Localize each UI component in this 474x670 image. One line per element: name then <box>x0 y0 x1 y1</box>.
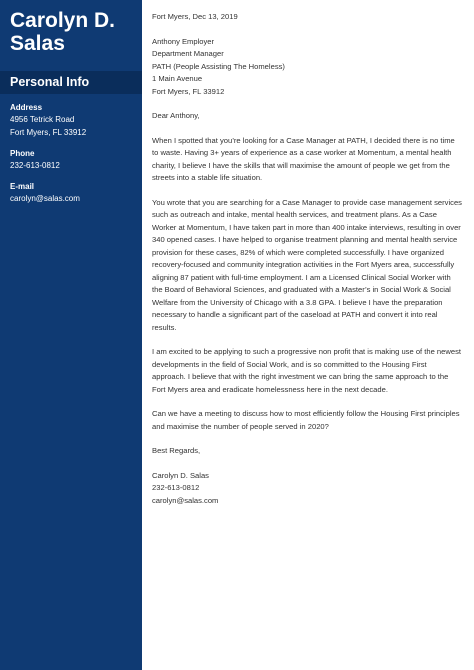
signature-name: Carolyn D. Salas <box>152 470 209 480</box>
name-line-2: Salas <box>10 32 65 55</box>
email-group <box>10 181 132 205</box>
recipient-name: Anthony Employer <box>152 36 215 46</box>
personal-info <box>0 94 142 205</box>
phone-group <box>10 148 132 172</box>
recipient-title: Department Manager <box>152 49 224 58</box>
date-line: Fort Myers, Dec 13, 2019 <box>152 12 238 21</box>
signature-block <box>152 470 462 508</box>
paragraph-4: Can we have a meeting to discuss how to most efficiently follow the Housing First principles and maximise the number of people served in 2020? <box>152 409 460 431</box>
paragraph-2: You wrote that you are searching for a Case Manager to provide case management services such as outreach and intake, mental health services, and treatment plans. As a Case Worker at Momentum, I have taken part in more than 400 intake interviews, resulting in over 340 opened cases. I have helped to organise treatment planning and mental health service provision for these cases, 82% of which were completed successfully. I have organized recovery-focused and community integration activities in the Fort Myers area, successfully aligning 87 patient with full-time employment. I am a Licensed Clinical Social Worker with the Board of Behavioral Sciences, and graduated with a Master’s in Social Work & Social Welfare from the University of Chicago with a 3.8 GPA. I believe I have the preparation necessary to handle a significant part of the caseload at PATH and convert it into real results. <box>152 197 462 332</box>
paragraph-1: When I spotted that you’re looking for a Case Manager at PATH, I decided there is no time to waste. Having 3+ years of experience as a case worker at Momentum, a mental health charity, I believe I have the skills that will maximise the amount of people we get from the streets into a stable life situation. <box>152 135 455 182</box>
signature-phone: 232-613-0812 <box>152 483 200 492</box>
closing: Best Regards, <box>152 446 201 455</box>
address-label: Address <box>10 103 43 112</box>
applicant-name <box>0 0 142 55</box>
personal-info-heading: Personal Info <box>0 71 142 94</box>
phone-label: Phone <box>10 149 35 158</box>
address-line-1: 4956 Tetrick Road <box>10 115 75 124</box>
salutation: Dear Anthony, <box>152 111 200 120</box>
recipient-organization: PATH (People Assisting The Homeless) <box>152 61 285 71</box>
recipient-street: 1 Main Avenue <box>152 74 203 83</box>
phone-value: 232-613-0812 <box>10 161 60 170</box>
paragraph-3: I am excited to be applying to such a progressive non profit that is making use of the newest developments in the field of Social Work, and is so committed to the Housing First approach. I believe that with the right investment we can bring the same approach to the Fort Myers area and eradicate homelessness here in the next decade. <box>152 347 461 394</box>
letter-body <box>142 0 474 670</box>
recipient-city: Fort Myers, FL 33912 <box>152 86 225 96</box>
address-line-2: Fort Myers, FL 33912 <box>10 128 87 137</box>
recipient-block <box>152 36 462 99</box>
signature-email[interactable]: carolyn@salas.com <box>152 495 219 505</box>
name-line-1: Carolyn D. <box>10 9 116 32</box>
email-value[interactable]: carolyn@salas.com <box>10 194 80 203</box>
sidebar <box>0 0 142 670</box>
address-group <box>10 102 132 139</box>
email-label: E-mail <box>10 182 35 191</box>
